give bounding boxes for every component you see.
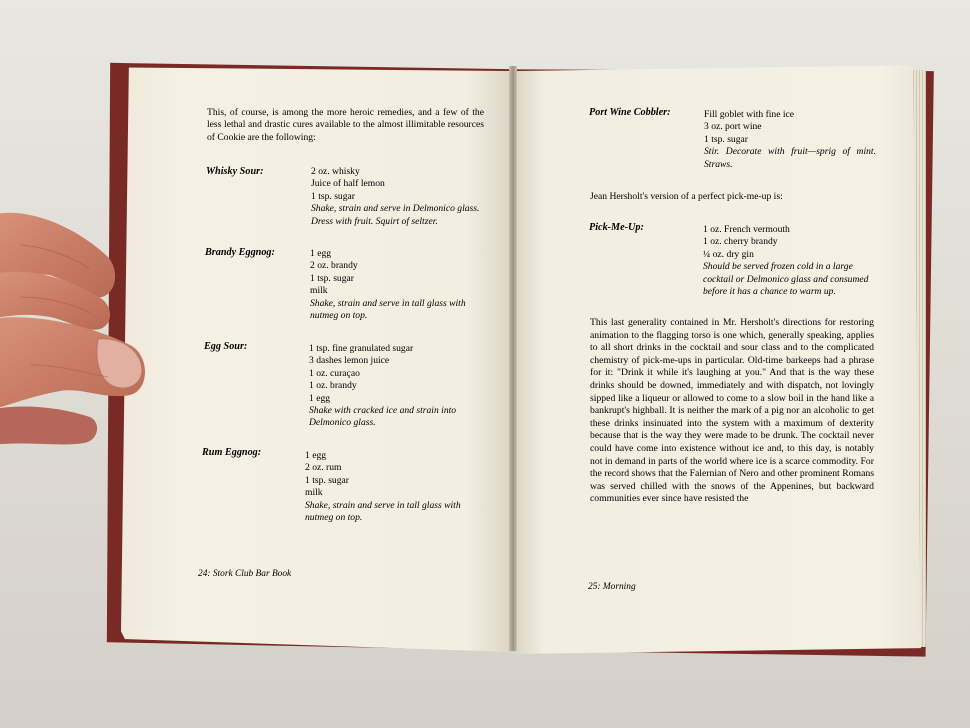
recipe-ingredients: Fill goblet with fine ice 3 oz. port wine 1 tsp. sugar Stir. Decorate with fruit—sprig of mint. Straws. bbox=[704, 109, 876, 170]
recipe-title: Egg Sour: bbox=[204, 341, 248, 352]
recipe-ingredients: 1 egg 2 oz. rum 1 tsp. sugar milk Shake, strain and serve in tall glass with nutmeg on top. bbox=[305, 450, 461, 524]
recipe-title: Pick-Me-Up: bbox=[589, 222, 644, 233]
left-page-folio: 24: Stork Club Bar Book bbox=[198, 569, 292, 579]
recipe-title: Whisky Sour: bbox=[206, 166, 264, 177]
recipe-title: Rum Eggnog: bbox=[202, 447, 262, 458]
recipe-title: Brandy Eggnog: bbox=[205, 247, 275, 258]
holding-hand bbox=[0, 205, 155, 455]
recipe-ingredients: 1 egg 2 oz. brandy 1 tsp. sugar milk Shake, strain and serve in tall glass with nutmeg on top. bbox=[310, 248, 466, 322]
recipe-ingredients: 2 oz. whisky Juice of half lemon 1 tsp. sugar Shake, strain and serve in Delmonico glass. Dress with fruit. Squirt of seltzer. bbox=[311, 166, 480, 227]
right-body-paragraph: This last generality contained in Mr. Hersholt's directions for restoring animation to the flagging torso is one which, generally speaking, applies to all short drinks in the cocktail and sour class and to the complicated chemistry of pick-me-ups in particular. Old-time barkeeps had a phrase for it: "Drink it while it's laughing at you." And that is the way these drinks should be downed, immediately and with dispatch, not lovingly sipped like a liqueur or allowed to come to a slow boil in the hand like a bankrupt's highball. It is neither the mark of a pig nor an alcoholic to get these drinks insinuated into the system with a maximum of dexterity because that is the way they were made to be drunk. The cocktail never could have come into existence without ice and, to this day, is notably not in demand in parts of the world where ice is a scarce commodity. For the record shows that the Falernian of Nero and other prominent Romans was served chilled with the snows of the Appenines, but backward communities ever since have resisted the bbox=[590, 317, 874, 505]
recipe-ingredients: 1 tsp. fine granulated sugar 3 dashes lemon juice 1 oz. curaçao 1 oz. brandy 1 egg Shake with cracked ice and strain into Delmonico glass. bbox=[309, 343, 457, 429]
right-page-folio: 25: Morning bbox=[588, 582, 636, 592]
right-intro-line: Jean Hersholt's version of a perfect pick-me-up is: bbox=[590, 191, 783, 202]
recipe-ingredients: 1 oz. French vermouth 1 oz. cherry brandy ¼ oz. dry gin Should be served frozen cold in a large cocktail or Delmonico glass and consumed before it has a chance to warm up. bbox=[703, 224, 869, 298]
left-intro-paragraph: This, of course, is among the more heroic remedies, and a few of the less lethal and drastic cures available to the almost illimitable resources of Cookie are the following: bbox=[207, 107, 484, 143]
recipe-title: Port Wine Cobbler: bbox=[589, 107, 671, 118]
book-gutter bbox=[509, 66, 517, 651]
